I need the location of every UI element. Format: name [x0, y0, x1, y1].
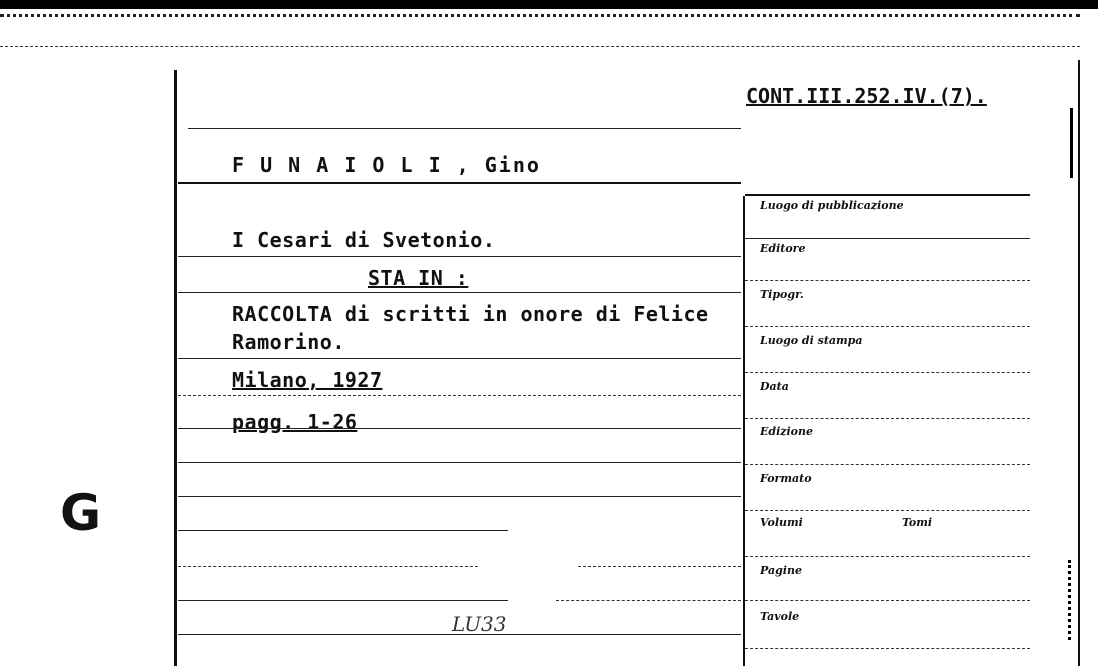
reference-code: CONT.III.252.IV.(7). [746, 84, 987, 108]
place-year: Milano, 1927 [232, 368, 383, 392]
top-edge-noise [0, 14, 1080, 17]
collection-line-1: RACCOLTA di scritti in onore di Felice [232, 302, 709, 326]
side-rule-6 [745, 464, 1030, 465]
side-rule-2 [745, 280, 1030, 281]
rule-10 [178, 530, 508, 531]
side-field-editore: Editore [760, 242, 806, 255]
side-rule-4 [745, 372, 1030, 373]
side-panel-rule [743, 196, 745, 666]
top-edge-line [0, 46, 1080, 47]
right-edge-mark [1070, 108, 1083, 178]
side-rule-9 [745, 600, 1030, 601]
side-field-tipografo: Tipogr. [760, 288, 804, 301]
side-rule-top [745, 194, 1030, 196]
top-border [0, 0, 1098, 9]
side-rule-5 [745, 418, 1030, 419]
rule-8 [178, 462, 741, 463]
side-rule-7 [745, 510, 1030, 511]
side-field-pagine: Pagine [760, 564, 802, 577]
side-field-data: Data [760, 380, 789, 393]
side-field-tavole: Tavole [760, 610, 800, 623]
rule-6 [178, 395, 741, 396]
page-range: pagg. 1-26 [232, 410, 358, 434]
rule-5 [178, 358, 741, 359]
side-field-formato: Formato [760, 472, 812, 485]
side-field-volumi: Volumi [760, 516, 803, 529]
left-margin-rule [174, 70, 177, 666]
side-field-edizione: Edizione [760, 425, 814, 438]
author-name: F U N A I O L I , Gino [232, 153, 541, 177]
collection-line-2: Ramorino. [232, 330, 345, 354]
right-edge-notch [1068, 560, 1083, 640]
rule-3 [178, 256, 741, 257]
catalog-stamp: LU33 [452, 612, 507, 636]
side-field-luogo-pubblicazione: Luogo di pubblicazione [760, 199, 904, 212]
in-marker: STA IN : [368, 266, 469, 290]
side-rule-8 [745, 556, 1030, 557]
index-letter: G [60, 484, 102, 542]
rule-11 [178, 566, 478, 567]
side-rule-1 [745, 238, 1030, 239]
rule-2 [178, 182, 741, 184]
side-field-tomi: Tomi [902, 516, 933, 529]
side-rule-10 [745, 648, 1030, 649]
side-field-luogo-stampa: Luogo di stampa [760, 334, 863, 347]
rule-9 [178, 496, 741, 497]
side-rule-3 [745, 326, 1030, 327]
rule-4 [178, 292, 741, 293]
rule-12 [178, 600, 508, 601]
rule-11b [578, 566, 741, 567]
rule-1 [188, 128, 741, 129]
rule-12b [556, 600, 741, 601]
work-title: I Cesari di Svetonio. [232, 228, 496, 252]
rule-7 [178, 428, 741, 429]
